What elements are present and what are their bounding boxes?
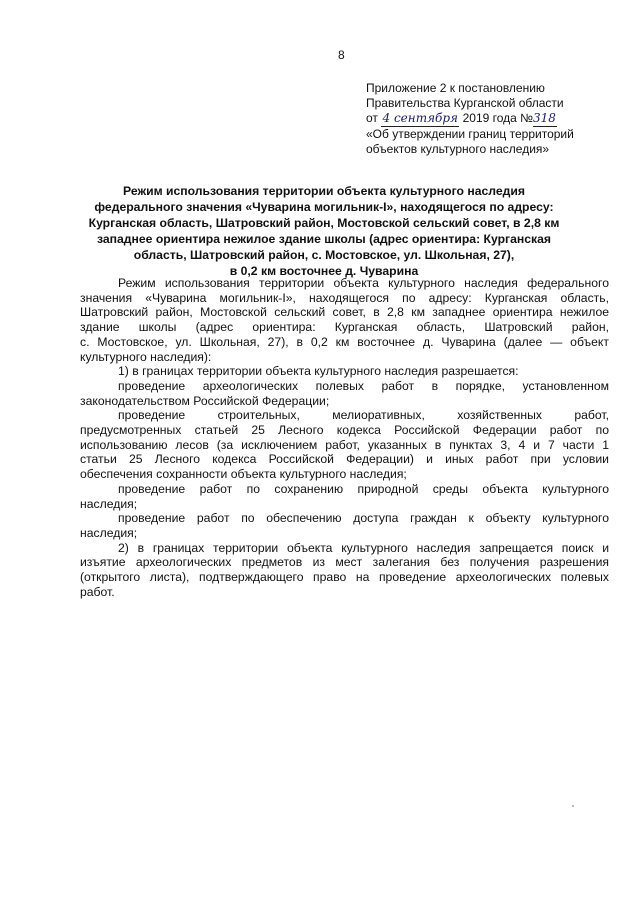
body-line: наследия;: [80, 525, 138, 540]
appendix-line: Приложение 2 к постановлению: [366, 81, 545, 95]
body-line: с. Мостовское, ул. Школьная, 27), в 0,2 км восточнее д. Чуварина (далее — объект: [80, 334, 609, 349]
body-line: наследия;: [80, 496, 138, 511]
page-number: 8: [338, 48, 345, 62]
appendix-date-line: [366, 111, 616, 127]
body-line: (открытого листа), подтверждающего право на проведение археологических полевых: [80, 570, 609, 585]
document-title: [80, 183, 568, 279]
body-line: проведение археологических полевых работ в порядке, установленном: [118, 378, 609, 393]
appendix-from: от: [366, 111, 378, 125]
body-line: проведение строительных, мелиоративных, хозяйственных работ,: [118, 408, 609, 423]
appendix-year: 2019 года №: [462, 111, 534, 125]
body-line: проведение работ по сохранению природной среды объекта культурного: [118, 481, 609, 496]
body-line: культурного наследия):: [80, 349, 212, 364]
scan-speck: [572, 805, 574, 807]
body-line: использованию лесов (за исключением работ, указанных в пунктах 3, 4 и 7 части 1: [80, 437, 609, 452]
appendix-line: Правительства Курганской области: [366, 96, 564, 110]
body-line: изъятие археологических предметов из мест залегания без получения разрешения: [80, 555, 609, 570]
title-line: в 0,2 км восточнее д. Чуварина: [229, 264, 419, 278]
body-line: обеспечения сохранности объекта культурного наследия;: [80, 467, 407, 482]
body-line: значения «Чуварина могильник-I», находящегося по адресу: Курганская область,: [80, 290, 609, 305]
body-line: Режим использования территории объекта культурного наследия федерального: [118, 276, 609, 290]
body-line: работ.: [80, 584, 115, 599]
appendix-line: «Об утверждении границ территорий: [366, 127, 574, 141]
appendix-line: объектов культурного наследия»: [366, 142, 550, 156]
body-line: проведение работ по обеспечению доступа граждан к объекту культурного: [118, 511, 609, 526]
body-line: здание школы (адрес ориентира: Курганская область, Шатровский район,: [80, 320, 609, 335]
body-line: 1) в границах территории объекта культурного наследия разрешается:: [118, 364, 519, 379]
body-line: предусмотренных статьей 25 Лесного кодекса Российской Федерации работ по: [80, 423, 609, 438]
body-line: 2) в границах территории объекта культурного наследия запрещается поиск и: [118, 540, 609, 555]
title-line: Режим использования территории объекта культурного наследия: [123, 184, 525, 198]
title-line: Курганская область, Шатровский район, Мостовской сельский совет, в 2,8 км: [88, 216, 560, 230]
title-line: западнее ориентира нежилое здание школы (адрес ориентира: Курганская: [96, 232, 552, 246]
appendix-block: [366, 81, 616, 157]
document-body: [80, 276, 609, 599]
body-line: законодательством Российской Федерации;: [80, 393, 330, 408]
handwritten-date: 4 сентября: [382, 111, 458, 125]
title-line: федерального значения «Чуварина могильник-I», находящегося по адресу:: [94, 200, 554, 214]
body-line: Шатровский район, Мостовской сельский совет, в 2,8 км западнее ориентира нежилое: [80, 305, 609, 320]
body-line: статьи 25 Лесного кодекса Российской Федерации) и иных работ при условии: [80, 452, 609, 467]
title-line: область, Шатровский район, с. Мостовское, ул. Школьная, 27),: [133, 248, 515, 262]
handwritten-number: 318: [533, 111, 556, 125]
